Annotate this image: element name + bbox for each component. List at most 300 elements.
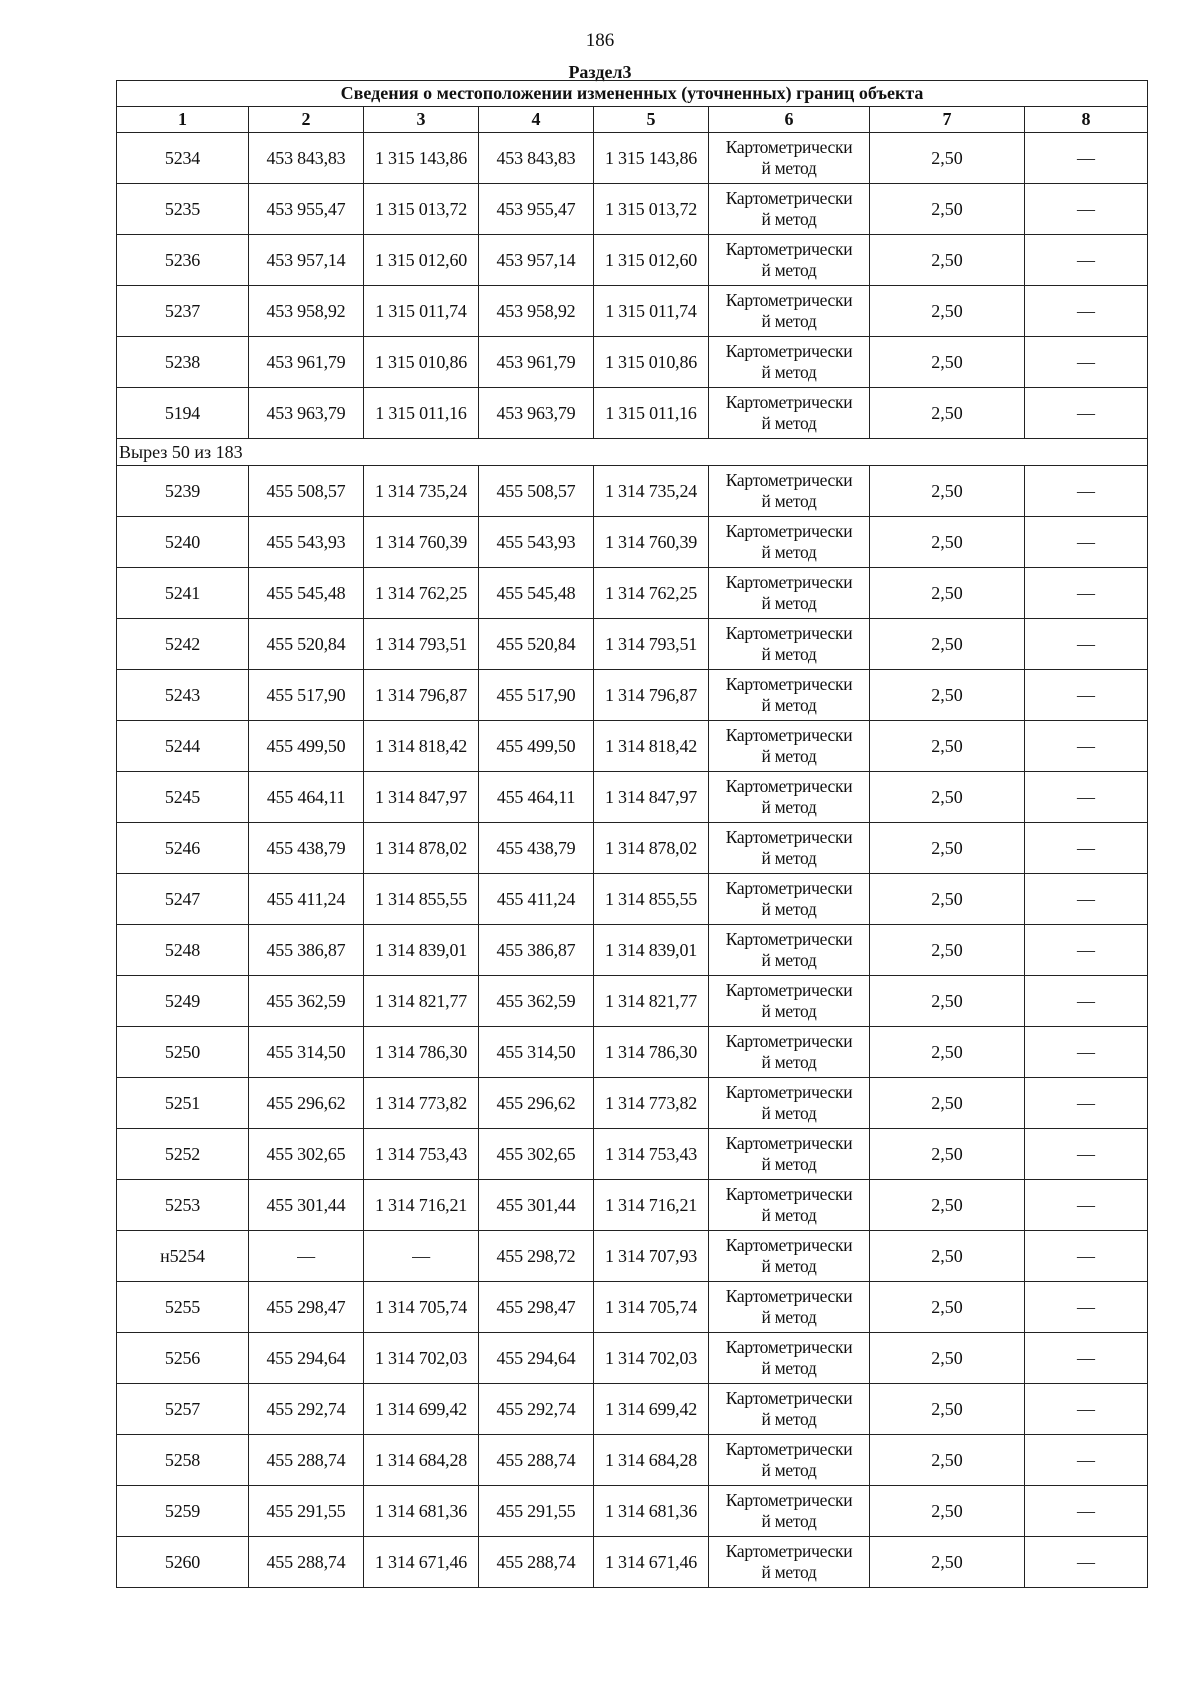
new-y-cell: 1 314 671,46: [594, 1537, 709, 1588]
old-x-cell: 455 545,48: [249, 568, 364, 619]
new-y-cell: 1 315 013,72: [594, 184, 709, 235]
method-text: Картометрически: [725, 1031, 853, 1051]
new-y-cell: 1 314 684,28: [594, 1435, 709, 1486]
old-y-cell: 1 314 760,39: [364, 517, 479, 568]
old-x-cell: —: [249, 1231, 364, 1282]
old-x-cell: 455 292,74: [249, 1384, 364, 1435]
old-y-cell: 1 314 855,55: [364, 874, 479, 925]
new-y-cell: 1 315 143,86: [594, 133, 709, 184]
column-header-6: 6: [709, 107, 870, 133]
old-y-cell: 1 314 753,43: [364, 1129, 479, 1180]
old-x-cell: 453 961,79: [249, 337, 364, 388]
new-x-cell: 453 961,79: [479, 337, 594, 388]
table-row: [117, 772, 1148, 823]
table-row: [117, 286, 1148, 337]
new-x-cell: 453 963,79: [479, 388, 594, 439]
new-y-cell: 1 314 699,42: [594, 1384, 709, 1435]
accuracy-cell: 2,50: [870, 133, 1025, 184]
new-y-cell: 1 314 793,51: [594, 619, 709, 670]
old-y-cell: 1 315 010,86: [364, 337, 479, 388]
method-cell: [709, 721, 870, 772]
table-row: [117, 976, 1148, 1027]
column-8-cell: —: [1025, 619, 1148, 670]
point-number-cell: 5253: [117, 1180, 249, 1231]
table-row: [117, 466, 1148, 517]
column-8-cell: —: [1025, 1027, 1148, 1078]
table-row: [117, 517, 1148, 568]
new-y-cell: 1 314 705,74: [594, 1282, 709, 1333]
old-y-cell: 1 314 684,28: [364, 1435, 479, 1486]
old-x-cell: 455 499,50: [249, 721, 364, 772]
method-text: й метод: [761, 1256, 817, 1276]
column-8-cell: —: [1025, 976, 1148, 1027]
method-text: й метод: [761, 1307, 817, 1327]
method-text: й метод: [761, 1409, 817, 1429]
new-x-cell: 455 314,50: [479, 1027, 594, 1078]
column-8-cell: —: [1025, 1231, 1148, 1282]
table-row: [117, 1282, 1148, 1333]
old-x-cell: 455 301,44: [249, 1180, 364, 1231]
method-cell: [709, 388, 870, 439]
new-x-cell: 453 955,47: [479, 184, 594, 235]
point-number-cell: 5248: [117, 925, 249, 976]
new-y-cell: 1 314 821,77: [594, 976, 709, 1027]
method-cell: [709, 286, 870, 337]
table-row: [117, 133, 1148, 184]
method-text: Картометрически: [725, 1388, 853, 1408]
method-text: Картометрически: [725, 572, 853, 592]
new-y-cell: 1 315 011,74: [594, 286, 709, 337]
method-text: Картометрически: [725, 521, 853, 541]
new-x-cell: 455 499,50: [479, 721, 594, 772]
old-y-cell: 1 314 699,42: [364, 1384, 479, 1435]
new-x-cell: 453 958,92: [479, 286, 594, 337]
new-x-cell: 455 517,90: [479, 670, 594, 721]
new-y-cell: 1 314 702,03: [594, 1333, 709, 1384]
table-row: [117, 1435, 1148, 1486]
new-y-cell: 1 314 855,55: [594, 874, 709, 925]
method-text: й метод: [761, 260, 817, 280]
point-number-cell: 5256: [117, 1333, 249, 1384]
point-number-cell: 5242: [117, 619, 249, 670]
column-8-cell: —: [1025, 1384, 1148, 1435]
point-number-cell: 5236: [117, 235, 249, 286]
old-y-cell: 1 314 839,01: [364, 925, 479, 976]
new-y-cell: 1 315 011,16: [594, 388, 709, 439]
accuracy-cell: 2,50: [870, 184, 1025, 235]
method-text: Картометрически: [725, 674, 853, 694]
new-x-cell: 455 298,47: [479, 1282, 594, 1333]
method-cell: [709, 337, 870, 388]
old-y-cell: 1 314 786,30: [364, 1027, 479, 1078]
column-8-cell: —: [1025, 1486, 1148, 1537]
column-8-cell: —: [1025, 823, 1148, 874]
new-y-cell: 1 314 681,36: [594, 1486, 709, 1537]
method-cell: [709, 772, 870, 823]
old-x-cell: 455 411,24: [249, 874, 364, 925]
new-x-cell: 455 464,11: [479, 772, 594, 823]
method-text: й метод: [761, 644, 817, 664]
column-8-cell: —: [1025, 286, 1148, 337]
accuracy-cell: 2,50: [870, 1384, 1025, 1435]
point-number-cell: 5244: [117, 721, 249, 772]
method-text: Картометрически: [725, 1235, 853, 1255]
method-cell: [709, 517, 870, 568]
method-cell: [709, 823, 870, 874]
accuracy-cell: 2,50: [870, 1129, 1025, 1180]
method-cell: [709, 235, 870, 286]
old-y-cell: 1 314 716,21: [364, 1180, 479, 1231]
method-cell: [709, 568, 870, 619]
method-text: Картометрически: [725, 1082, 853, 1102]
method-cell: [709, 976, 870, 1027]
column-8-cell: —: [1025, 874, 1148, 925]
method-cell: [709, 1282, 870, 1333]
method-cell: [709, 1333, 870, 1384]
accuracy-cell: 2,50: [870, 925, 1025, 976]
method-text: Картометрически: [725, 980, 853, 1000]
new-x-cell: 455 545,48: [479, 568, 594, 619]
table-body: [117, 133, 1148, 1588]
column-8-cell: —: [1025, 925, 1148, 976]
method-text: й метод: [761, 899, 817, 919]
accuracy-cell: 2,50: [870, 1282, 1025, 1333]
new-y-cell: 1 314 762,25: [594, 568, 709, 619]
new-x-cell: 455 294,64: [479, 1333, 594, 1384]
point-number-cell: 5243: [117, 670, 249, 721]
method-text: й метод: [761, 158, 817, 178]
old-x-cell: 455 296,62: [249, 1078, 364, 1129]
old-x-cell: 453 955,47: [249, 184, 364, 235]
method-text: й метод: [761, 695, 817, 715]
column-8-cell: —: [1025, 517, 1148, 568]
old-y-cell: 1 315 011,74: [364, 286, 479, 337]
point-number-cell: 5240: [117, 517, 249, 568]
table-row: [117, 1231, 1148, 1282]
table-row: [117, 874, 1148, 925]
column-header-4: 4: [479, 107, 594, 133]
point-number-cell: 5241: [117, 568, 249, 619]
accuracy-cell: 2,50: [870, 772, 1025, 823]
method-text: й метод: [761, 1154, 817, 1174]
column-8-cell: —: [1025, 133, 1148, 184]
old-y-cell: 1 315 012,60: [364, 235, 479, 286]
point-number-cell: 5257: [117, 1384, 249, 1435]
point-number-cell: н5254: [117, 1231, 249, 1282]
method-text: Картометрически: [725, 341, 853, 361]
method-text: й метод: [761, 1052, 817, 1072]
new-y-cell: 1 314 760,39: [594, 517, 709, 568]
method-text: й метод: [761, 1103, 817, 1123]
point-number-cell: 5259: [117, 1486, 249, 1537]
accuracy-cell: 2,50: [870, 517, 1025, 568]
method-text: Картометрически: [725, 725, 853, 745]
new-y-cell: 1 314 716,21: [594, 1180, 709, 1231]
column-8-cell: —: [1025, 670, 1148, 721]
old-x-cell: 455 386,87: [249, 925, 364, 976]
table-row: [117, 1027, 1148, 1078]
method-text: Картометрически: [725, 137, 853, 157]
old-x-cell: 455 464,11: [249, 772, 364, 823]
column-8-cell: —: [1025, 1129, 1148, 1180]
method-cell: [709, 1435, 870, 1486]
method-cell: [709, 925, 870, 976]
method-text: й метод: [761, 491, 817, 511]
accuracy-cell: 2,50: [870, 1333, 1025, 1384]
new-x-cell: 455 438,79: [479, 823, 594, 874]
method-cell: [709, 619, 870, 670]
column-header-2: 2: [249, 107, 364, 133]
new-x-cell: 455 301,44: [479, 1180, 594, 1231]
column-8-cell: —: [1025, 1435, 1148, 1486]
column-8-cell: —: [1025, 721, 1148, 772]
point-number-cell: 5250: [117, 1027, 249, 1078]
table-row: [117, 568, 1148, 619]
method-text: Картометрически: [725, 290, 853, 310]
method-cell: [709, 133, 870, 184]
method-text: й метод: [761, 362, 817, 382]
new-x-cell: 455 386,87: [479, 925, 594, 976]
accuracy-cell: 2,50: [870, 1078, 1025, 1129]
new-x-cell: 455 362,59: [479, 976, 594, 1027]
column-8-cell: —: [1025, 1180, 1148, 1231]
method-cell: [709, 1384, 870, 1435]
new-y-cell: 1 315 012,60: [594, 235, 709, 286]
new-y-cell: 1 315 010,86: [594, 337, 709, 388]
method-text: Картометрически: [725, 392, 853, 412]
old-x-cell: 455 291,55: [249, 1486, 364, 1537]
old-y-cell: 1 314 821,77: [364, 976, 479, 1027]
accuracy-cell: 2,50: [870, 388, 1025, 439]
table-row: [117, 1384, 1148, 1435]
new-x-cell: 455 520,84: [479, 619, 594, 670]
accuracy-cell: 2,50: [870, 1180, 1025, 1231]
column-header-7: 7: [870, 107, 1025, 133]
accuracy-cell: 2,50: [870, 619, 1025, 670]
method-cell: [709, 874, 870, 925]
table-row: [117, 1537, 1148, 1588]
old-x-cell: 455 288,74: [249, 1537, 364, 1588]
method-text: Картометрически: [725, 929, 853, 949]
method-text: й метод: [761, 311, 817, 331]
point-number-cell: 5260: [117, 1537, 249, 1588]
table-row: [117, 1129, 1148, 1180]
table-row: [117, 388, 1148, 439]
method-text: Картометрически: [725, 1541, 853, 1561]
accuracy-cell: 2,50: [870, 823, 1025, 874]
table-row: [117, 619, 1148, 670]
accuracy-cell: 2,50: [870, 874, 1025, 925]
accuracy-cell: 2,50: [870, 1537, 1025, 1588]
old-y-cell: —: [364, 1231, 479, 1282]
section-title: Раздел3: [568, 62, 632, 82]
table-row: [117, 1180, 1148, 1231]
old-y-cell: 1 314 705,74: [364, 1282, 479, 1333]
old-x-cell: 455 520,84: [249, 619, 364, 670]
column-header-5: 5: [594, 107, 709, 133]
accuracy-cell: 2,50: [870, 235, 1025, 286]
old-y-cell: 1 315 143,86: [364, 133, 479, 184]
accuracy-cell: 2,50: [870, 568, 1025, 619]
point-number-cell: 5194: [117, 388, 249, 439]
method-text: й метод: [761, 1001, 817, 1021]
old-x-cell: 455 362,59: [249, 976, 364, 1027]
new-x-cell: 455 411,24: [479, 874, 594, 925]
accuracy-cell: 2,50: [870, 670, 1025, 721]
column-8-cell: —: [1025, 1333, 1148, 1384]
method-text: й метод: [761, 593, 817, 613]
point-number-cell: 5255: [117, 1282, 249, 1333]
new-x-cell: 455 288,74: [479, 1537, 594, 1588]
table-row: [117, 670, 1148, 721]
old-x-cell: 455 508,57: [249, 466, 364, 517]
method-text: й метод: [761, 848, 817, 868]
old-x-cell: 455 302,65: [249, 1129, 364, 1180]
old-y-cell: 1 314 878,02: [364, 823, 479, 874]
new-y-cell: 1 314 818,42: [594, 721, 709, 772]
new-x-cell: 455 292,74: [479, 1384, 594, 1435]
method-cell: [709, 466, 870, 517]
column-header-8: 8: [1025, 107, 1148, 133]
accuracy-cell: 2,50: [870, 337, 1025, 388]
new-x-cell: 455 298,72: [479, 1231, 594, 1282]
method-cell: [709, 1231, 870, 1282]
method-text: й метод: [761, 950, 817, 970]
old-y-cell: 1 315 013,72: [364, 184, 479, 235]
column-8-cell: —: [1025, 1282, 1148, 1333]
method-text: й метод: [761, 746, 817, 766]
method-cell: [709, 1027, 870, 1078]
point-number-cell: 5237: [117, 286, 249, 337]
old-y-cell: 1 315 011,16: [364, 388, 479, 439]
method-text: Картометрически: [725, 1286, 853, 1306]
method-text: й метод: [761, 542, 817, 562]
new-x-cell: 453 843,83: [479, 133, 594, 184]
column-8-cell: —: [1025, 337, 1148, 388]
table-row: [117, 925, 1148, 976]
new-y-cell: 1 314 796,87: [594, 670, 709, 721]
section-label: Вырез 50 из 183: [117, 439, 1148, 466]
new-y-cell: 1 314 839,01: [594, 925, 709, 976]
new-x-cell: 455 302,65: [479, 1129, 594, 1180]
method-text: й метод: [761, 797, 817, 817]
method-text: Картометрически: [725, 1337, 853, 1357]
old-y-cell: 1 314 796,87: [364, 670, 479, 721]
new-x-cell: 455 291,55: [479, 1486, 594, 1537]
table-row: [117, 184, 1148, 235]
method-text: й метод: [761, 1511, 817, 1531]
accuracy-cell: 2,50: [870, 721, 1025, 772]
method-text: Картометрически: [725, 470, 853, 490]
new-y-cell: 1 314 735,24: [594, 466, 709, 517]
method-text: Картометрически: [725, 776, 853, 796]
table-caption: Сведения о местоположении измененных (уточненных) границ объекта: [117, 81, 1148, 107]
method-text: Картометрически: [725, 1133, 853, 1153]
accuracy-cell: 2,50: [870, 1231, 1025, 1282]
old-y-cell: 1 314 847,97: [364, 772, 479, 823]
old-x-cell: 455 438,79: [249, 823, 364, 874]
new-y-cell: 1 314 753,43: [594, 1129, 709, 1180]
table-section-row: [117, 439, 1148, 466]
method-cell: [709, 1537, 870, 1588]
method-text: й метод: [761, 209, 817, 229]
point-number-cell: 5246: [117, 823, 249, 874]
new-x-cell: 455 508,57: [479, 466, 594, 517]
point-number-cell: 5234: [117, 133, 249, 184]
table-row: [117, 823, 1148, 874]
method-text: й метод: [761, 413, 817, 433]
method-cell: [709, 1180, 870, 1231]
method-cell: [709, 1486, 870, 1537]
accuracy-cell: 2,50: [870, 976, 1025, 1027]
point-number-cell: 5239: [117, 466, 249, 517]
new-x-cell: 455 296,62: [479, 1078, 594, 1129]
method-text: Картометрически: [725, 878, 853, 898]
method-text: Картометрически: [725, 623, 853, 643]
point-number-cell: 5247: [117, 874, 249, 925]
column-8-cell: —: [1025, 235, 1148, 286]
method-cell: [709, 184, 870, 235]
accuracy-cell: 2,50: [870, 1435, 1025, 1486]
accuracy-cell: 2,50: [870, 1486, 1025, 1537]
old-y-cell: 1 314 681,36: [364, 1486, 479, 1537]
point-number-cell: 5238: [117, 337, 249, 388]
old-y-cell: 1 314 818,42: [364, 721, 479, 772]
column-8-cell: —: [1025, 772, 1148, 823]
table-row: [117, 235, 1148, 286]
column-header-1: 1: [117, 107, 249, 133]
accuracy-cell: 2,50: [870, 1027, 1025, 1078]
method-text: й метод: [761, 1358, 817, 1378]
boundary-coordinates-table: [116, 80, 1148, 1588]
old-x-cell: 453 963,79: [249, 388, 364, 439]
method-cell: [709, 1078, 870, 1129]
page-number: 186: [585, 30, 615, 51]
table-row: [117, 1078, 1148, 1129]
new-y-cell: 1 314 847,97: [594, 772, 709, 823]
accuracy-cell: 2,50: [870, 286, 1025, 337]
method-text: Картометрически: [725, 1490, 853, 1510]
old-x-cell: 455 543,93: [249, 517, 364, 568]
column-8-cell: —: [1025, 184, 1148, 235]
method-text: Картометрически: [725, 1439, 853, 1459]
column-8-cell: —: [1025, 568, 1148, 619]
column-8-cell: —: [1025, 1537, 1148, 1588]
point-number-cell: 5252: [117, 1129, 249, 1180]
new-x-cell: 455 543,93: [479, 517, 594, 568]
method-text: Картометрически: [725, 827, 853, 847]
method-cell: [709, 1129, 870, 1180]
column-8-cell: —: [1025, 1078, 1148, 1129]
method-text: й метод: [761, 1460, 817, 1480]
point-number-cell: 5258: [117, 1435, 249, 1486]
point-number-cell: 5245: [117, 772, 249, 823]
method-cell: [709, 670, 870, 721]
method-text: Картометрически: [725, 239, 853, 259]
new-x-cell: 453 957,14: [479, 235, 594, 286]
new-y-cell: 1 314 878,02: [594, 823, 709, 874]
old-x-cell: 453 958,92: [249, 286, 364, 337]
column-8-cell: —: [1025, 388, 1148, 439]
method-text: Картометрически: [725, 1184, 853, 1204]
table-row: [117, 337, 1148, 388]
new-x-cell: 455 288,74: [479, 1435, 594, 1486]
table-row: [117, 1486, 1148, 1537]
old-x-cell: 455 288,74: [249, 1435, 364, 1486]
method-text: й метод: [761, 1205, 817, 1225]
column-8-cell: —: [1025, 466, 1148, 517]
old-x-cell: 453 957,14: [249, 235, 364, 286]
